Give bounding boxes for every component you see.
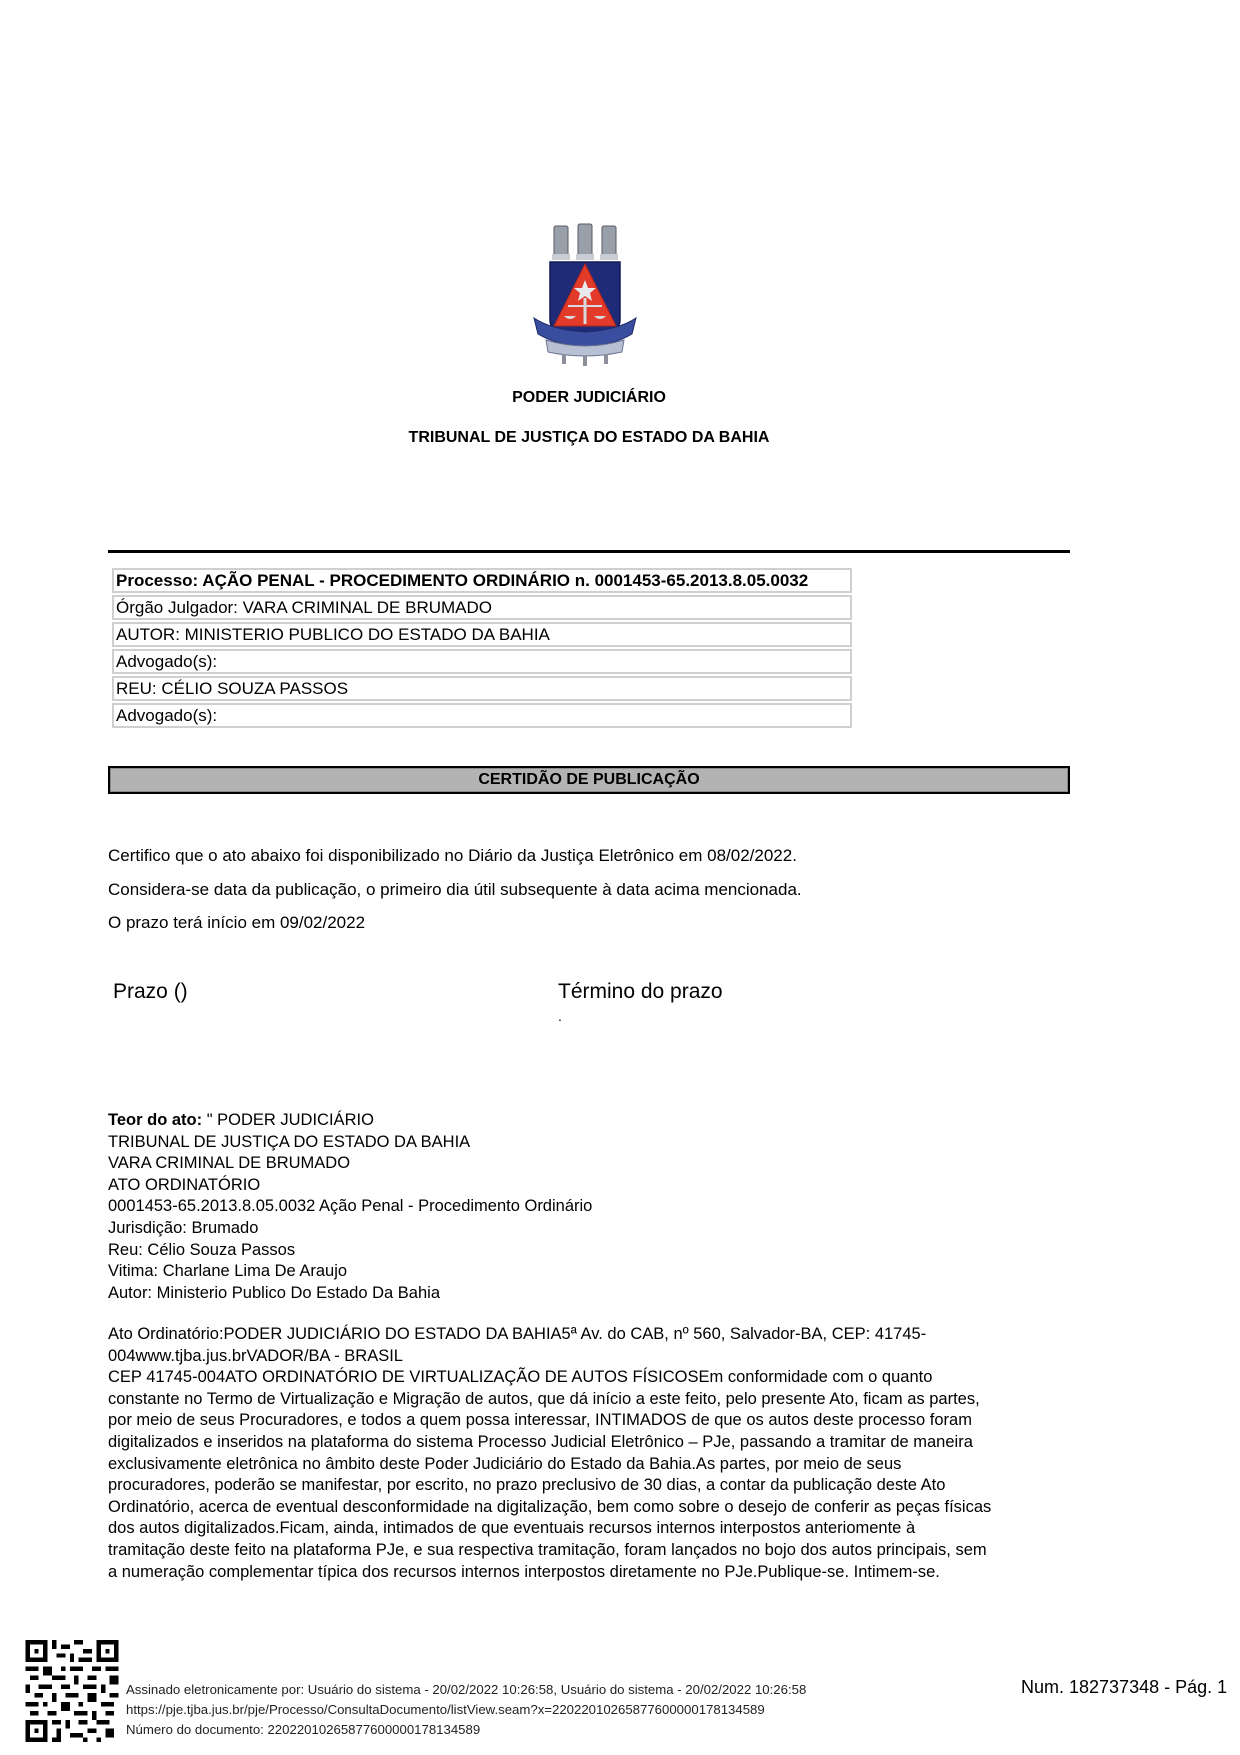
act-line: VARA CRIMINAL DE BRUMADO bbox=[108, 1154, 351, 1173]
ordinance-line: Ordinatório, acerca de eventual desconformidade na digitalização, bem como sobre o desejo de conferir as peças físicas bbox=[108, 1497, 992, 1516]
judging-body-cell: Órgão Julgador: VARA CRIMINAL DE BRUMADO bbox=[112, 595, 852, 620]
table-row bbox=[112, 676, 852, 701]
deadline-end-label: Término do prazo bbox=[558, 980, 723, 1003]
process-info-table bbox=[112, 566, 852, 730]
act-line: 0001453-65.2013.8.05.0032 Ação Penal - Procedimento Ordinário bbox=[108, 1197, 593, 1216]
ordinance-line: por meio de seus Procuradores, e todos a quem possa interessar, INTIMADOS de que os autos deste processo foram bbox=[108, 1411, 972, 1430]
qr-code-icon bbox=[25, 1640, 119, 1742]
ordinance-line: constante no Termo de Virtualização e Migração de autos, que dá início a este feito, pelo presente Ato, ficam as partes, bbox=[108, 1389, 980, 1408]
document-number: Número do documento: 22022010265877600000178134589 bbox=[126, 1722, 481, 1737]
author-lawyer-cell: Advogado(s): bbox=[112, 649, 852, 674]
table-row bbox=[112, 649, 852, 674]
table-row bbox=[112, 568, 852, 593]
header-court-power: PODER JUDICIÁRIO bbox=[512, 389, 666, 406]
act-line: Reu: Célio Souza Passos bbox=[108, 1240, 296, 1259]
ordinance-line: dos autos digitalizados.Ficam, ainda, intimados de que eventuais recursos internos interpostos anteriomente à bbox=[108, 1519, 916, 1538]
table-row bbox=[112, 595, 852, 620]
ordinance-line: exclusivamente eletrônica no âmbito deste Poder Judiciário do Estado da Bahia.As partes, por meio de seus bbox=[108, 1454, 902, 1473]
publication-date-note: Considera-se data da publicação, o primeiro dia útil subsequente à data acima mencionada. bbox=[108, 880, 802, 899]
act-content-block bbox=[108, 1110, 1078, 1304]
table-row bbox=[112, 622, 852, 647]
author-cell: AUTOR: MINISTERIO PUBLICO DO ESTADO DA BAHIA bbox=[112, 622, 852, 647]
signed-by-text: Assinado eletronicamente por: Usuário do sistema - 20/02/2022 10:26:58, Usuário do sistema - 20/02/2022 10:26:58 bbox=[126, 1682, 807, 1697]
section-divider bbox=[108, 550, 1070, 553]
tjba-coat-of-arms-icon bbox=[532, 220, 638, 366]
page-number: Num. 182737348 - Pág. 1 bbox=[1021, 1677, 1228, 1697]
document-url-link[interactable]: https://pje.tjba.jus.br/pje/Processo/ConsultaDocumento/listView.seam?x=22022010265877600000178134589 bbox=[126, 1702, 765, 1717]
ordinance-line: digitalizados e inseridos na plataforma do sistema Processo Judicial Eletrônico – PJe, passando a tramitar de maneira bbox=[108, 1432, 973, 1451]
deadline-label: Prazo () bbox=[113, 980, 188, 1003]
table-row bbox=[112, 703, 852, 728]
act-content-first-line: Teor do ato: " PODER JUDICIÁRIO bbox=[108, 1111, 374, 1129]
ordinance-line: a numeração complementar típica dos recursos internos interpostos diretamente no PJe.Publique-se. Intimem-se. bbox=[108, 1562, 940, 1581]
act-line: Vitima: Charlane Lima De Araujo bbox=[108, 1262, 348, 1281]
certidao-title-bar: CERTIDÃO DE PUBLICAÇÃO bbox=[108, 766, 1070, 794]
ordinance-text-block bbox=[108, 1324, 1078, 1583]
ordinance-line: CEP 41745-004ATO ORDINATÓRIO DE VIRTUALIZAÇÃO DE AUTOS FÍSICOSEm conformidade com o quanto bbox=[108, 1368, 933, 1387]
act-line: Autor: Ministerio Publico Do Estado Da Bahia bbox=[108, 1283, 440, 1302]
ordinance-line: procuradores, poderão se manifestar, por escrito, no prazo preclusivo de 30 dias, a contar da publicação deste Ato bbox=[108, 1476, 946, 1495]
ordinance-line: Ato Ordinatório:PODER JUDICIÁRIO DO ESTADO DA BAHIA5ª Av. do CAB, nº 560, Salvador-BA, CEP: 41745- bbox=[108, 1325, 927, 1343]
act-line: Jurisdição: Brumado bbox=[108, 1218, 259, 1237]
process-number-cell: Processo: AÇÃO PENAL - PROCEDIMENTO ORDINÁRIO n. 0001453-65.2013.8.05.0032 bbox=[112, 568, 852, 593]
signature-footer bbox=[126, 1680, 806, 1740]
act-line: TRIBUNAL DE JUSTIÇA DO ESTADO DA BAHIA bbox=[108, 1132, 471, 1151]
act-content-label: Teor do ato: bbox=[108, 1111, 203, 1129]
header-court-name: TRIBUNAL DE JUSTIÇA DO ESTADO DA BAHIA bbox=[408, 429, 770, 446]
defendant-lawyer-cell: Advogado(s): bbox=[112, 703, 852, 728]
defendant-cell: REU: CÉLIO SOUZA PASSOS bbox=[112, 676, 852, 701]
deadline-end-value: . bbox=[558, 1008, 562, 1024]
certification-statement: Certifico que o ato abaixo foi disponibilizado no Diário da Justiça Eletrônico em 08/02/2022. bbox=[108, 846, 797, 865]
act-line: ATO ORDINATÓRIO bbox=[108, 1175, 261, 1194]
ordinance-line: tramitação deste feito na plataforma PJe, e sua respectiva tramitação, foram lançados no bojo dos autos principais, sem bbox=[108, 1540, 987, 1559]
ordinance-line: 004www.tjba.jus.brVADOR/BA - BRASIL bbox=[108, 1346, 403, 1365]
deadline-start-note: O prazo terá início em 09/02/2022 bbox=[108, 913, 366, 932]
